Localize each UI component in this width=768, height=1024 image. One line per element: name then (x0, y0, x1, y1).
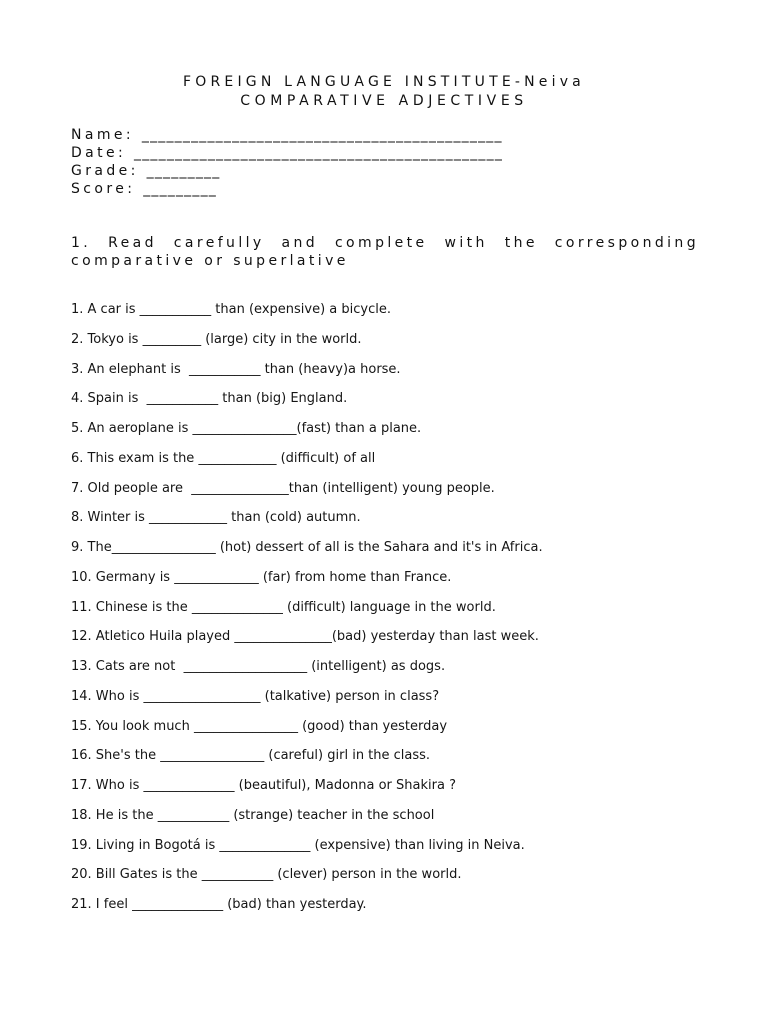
date-label: Date: (71, 145, 135, 161)
question-4: 4. Spain is ___________ than (big) England. (71, 391, 348, 406)
question-7: 7. Old people are _______________than (intelligent) young people. (71, 481, 495, 496)
question-6: 6. This exam is the ____________ (difficult) of all (71, 451, 376, 466)
question-5: 5. An aeroplane is ________________(fast) than a plane. (71, 421, 422, 436)
question-9: 9. The________________ (hot) dessert of all is the Sahara and it's in Africa. (71, 540, 543, 555)
question-14: 14. Who is __________________ (talkative) person in class? (71, 689, 440, 704)
question-2: 2. Tokyo is _________ (large) city in the world. (71, 332, 362, 347)
question-17: 17. Who is ______________ (beautiful), Madonna or Shakira ? (71, 778, 456, 793)
question-16: 16. She's the ________________ (careful) girl in the class. (71, 748, 431, 763)
question-3: 3. An elephant is ___________ than (heavy)a horse. (71, 362, 401, 377)
institute-title: FOREIGN LANGUAGE INSTITUTE-Neiva (183, 74, 585, 90)
instruction (71, 234, 699, 270)
question-11: 11. Chinese is the ______________ (difficult) language in the world. (71, 600, 496, 615)
question-15: 15. You look much ________________ (good) than yesterday (71, 719, 448, 734)
score-field (71, 181, 217, 197)
name-label: Name: (71, 127, 142, 143)
question-20: 20. Bill Gates is the ___________ (clever) person in the world. (71, 867, 462, 882)
name-field (71, 127, 503, 143)
question-21: 21. I feel ______________ (bad) than yesterday. (71, 897, 367, 912)
question-10: 10. Germany is _____________ (far) from home than France. (71, 570, 452, 585)
question-12: 12. Atletico Huila played _______________(bad) yesterday than last week. (71, 629, 539, 644)
date-blank: _____________________________________________ (134, 145, 504, 161)
question-13: 13. Cats are not ___________________ (intelligent) as dogs. (71, 659, 446, 674)
date-field (71, 145, 503, 161)
instruction-line-1: 1. Read carefully and complete with the corresponding (71, 235, 699, 251)
grade-field (71, 163, 220, 179)
score-label: Score: (71, 181, 144, 197)
grade-label: Grade: (71, 163, 147, 179)
question-8: 8. Winter is ____________ than (cold) autumn. (71, 510, 361, 525)
name-blank: ____________________________________________ (141, 127, 503, 143)
question-18: 18. He is the ___________ (strange) teacher in the school (71, 808, 435, 823)
question-1: 1. A car is ___________ than (expensive) a bicycle. (71, 302, 391, 317)
score-blank: _________ (143, 181, 217, 197)
instruction-line-2: comparative or superlative (71, 253, 349, 269)
grade-blank: _________ (146, 163, 221, 179)
question-19: 19. Living in Bogotá is ______________ (expensive) than living in Neiva. (71, 838, 525, 853)
worksheet-title: COMPARATIVE ADJECTIVES (240, 93, 528, 109)
